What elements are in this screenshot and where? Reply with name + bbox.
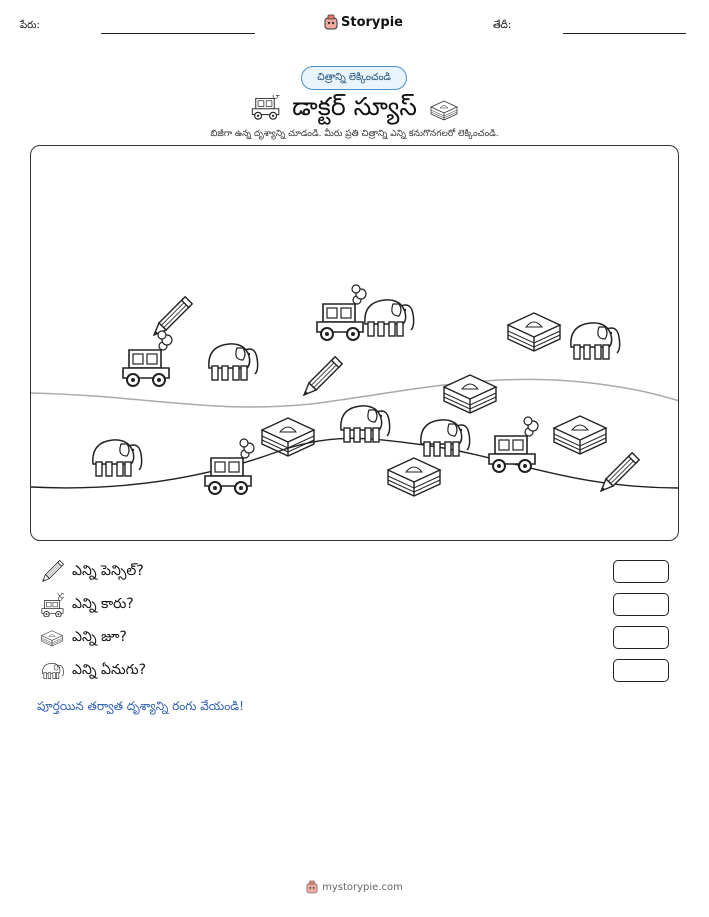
elephant-icon [341,406,390,442]
zoo-icon [429,95,459,125]
scene-frame [30,145,679,541]
car-icon [250,95,280,125]
car-icon [205,439,254,494]
storypie-logo-icon [324,14,338,30]
question-text: ఎన్ని పెన్సిల్? [72,562,144,579]
answer-box-zoo[interactable] [613,626,669,649]
storypie-logo-icon [306,880,318,894]
pencil-icon [300,357,342,399]
answer-box-elephant[interactable] [613,659,669,682]
date-label: తేదీ: [493,20,512,31]
car-icon [123,331,172,386]
footer [0,880,709,894]
coloring-instruction: పూర్తయిన తర్వాత దృశ్యాన్ని రంగు వేయండి! [37,699,244,713]
pencil-icon [40,560,64,584]
activity-badge: చిత్రాన్ని లెక్కించండి [301,66,407,90]
pencil-icon [597,453,639,495]
zoo-icon [554,416,606,454]
zoo-icon [262,418,314,456]
title-row [0,92,709,128]
question-elephant [40,659,146,683]
brand [324,14,403,30]
question-car [40,593,134,617]
page-subtitle: బిజీగా ఉన్న దృశ్యాన్ని చూడండి. మీరు ప్రతి చిత్రాన్ని ఎన్ని కనుగొనగలరో లెక్కించండి. [210,129,499,139]
zoo-icon [388,458,440,496]
name-label: పేరు: [20,20,40,31]
elephant-icon [209,344,258,380]
question-text: ఎన్ని ఏనుగు? [72,661,147,678]
zoo-icon [40,626,64,650]
elephant-icon [571,323,620,359]
answer-box-pencil[interactable] [613,560,669,583]
date-line[interactable] [563,33,686,34]
pencil-icon [150,297,192,339]
scene-illustration [31,146,679,541]
question-text: ఎన్ని కారు? [72,595,134,612]
answer-box-car[interactable] [613,593,669,616]
question-pencil [40,560,144,584]
brand-name: Storypie [341,14,403,30]
car-icon [489,417,538,472]
footer-site: mystorypie.com [322,881,403,893]
name-line[interactable] [101,33,255,34]
car-icon [40,593,64,617]
elephant-icon [93,440,142,476]
elephant-icon [421,420,470,456]
question-text: ఎన్ని జూ? [72,628,127,645]
page-title: డాక్టర్ స్యూస్ [292,92,417,121]
elephant-icon [40,659,64,683]
question-zoo [40,626,127,650]
elephant-icon [365,300,414,336]
car-icon [317,285,366,340]
zoo-icon [508,313,560,351]
